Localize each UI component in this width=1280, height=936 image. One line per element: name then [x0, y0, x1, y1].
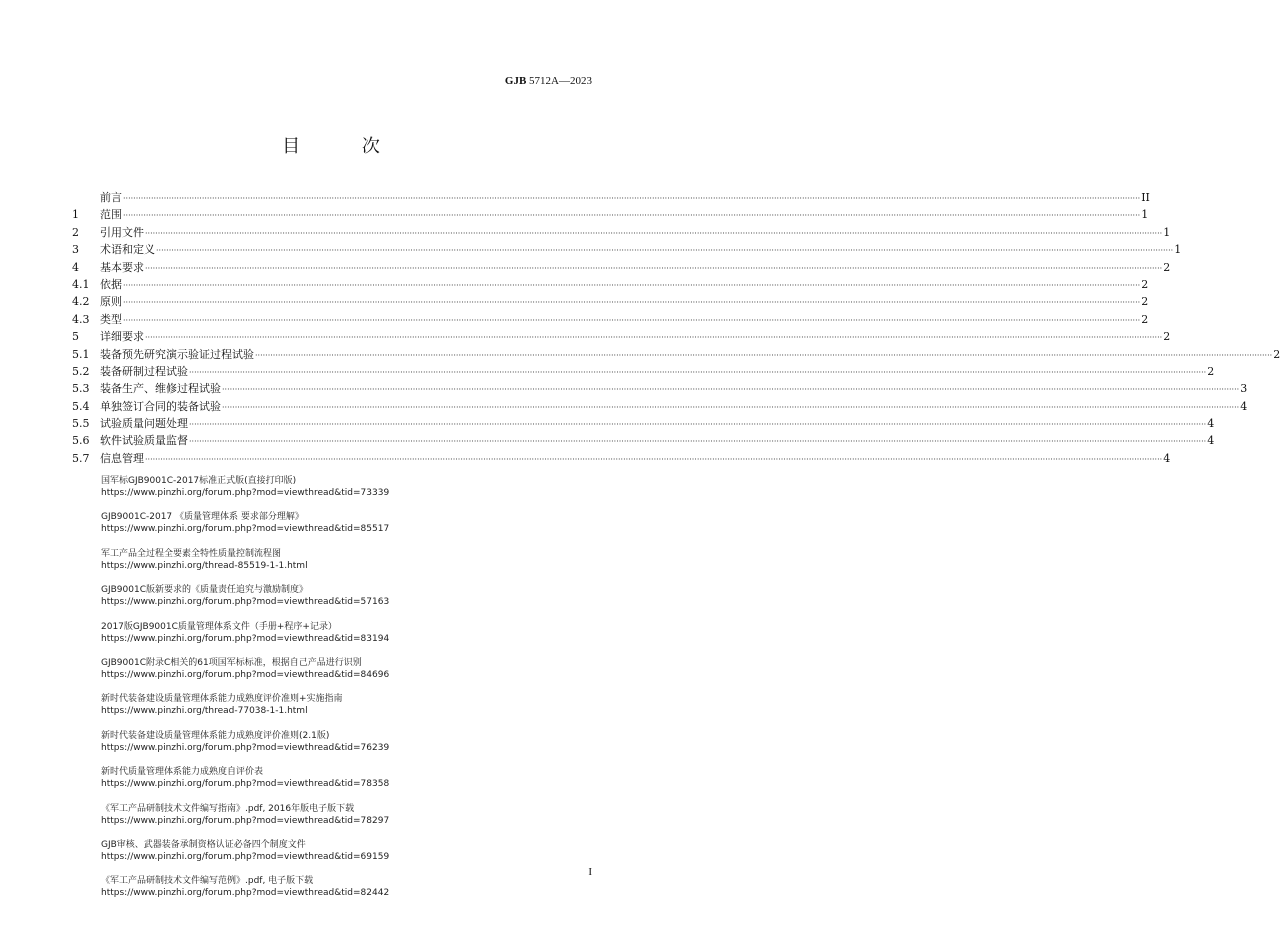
toc-number: 4.3 [72, 312, 90, 326]
toc-leader-dots: ················································································································································································································································································································································································································ [145, 333, 1163, 343]
standard-prefix: GJB [504, 75, 527, 87]
link-item [101, 766, 581, 802]
toc-number: 5.3 [72, 382, 90, 396]
link-item [101, 839, 581, 875]
toc-leader-dots: ················································································································································································································································································································································································································ [189, 367, 1207, 377]
toc-entry[interactable] [72, 224, 1171, 241]
link-title: GJB审核、武器装备承制资格认证必备四个制度文件 [101, 839, 306, 850]
link-title: 新时代装备建设质量管理体系能力成熟度评价准则+实施指南 [101, 694, 343, 705]
toc-title: 装备生产、维修过程试验 [100, 382, 221, 396]
page-title: 目 次 [282, 136, 408, 157]
toc-title: 软件试验质量监督 [100, 434, 188, 448]
link-title: GJB9001C附录C相关的61项国军标标准，根据自己产品进行识别 [101, 657, 362, 668]
link-title: GJB9001C版新要求的《质量责任追究与激励制度》 [101, 585, 308, 596]
toc-page-number: 2 [1207, 364, 1215, 378]
toc-title: 详细要求 [100, 330, 144, 344]
toc-entry[interactable] [72, 241, 1182, 258]
toc-entry[interactable] [72, 380, 1248, 397]
toc-number: 5.4 [72, 399, 90, 413]
toc-number: 5 [72, 330, 79, 344]
toc-page-number: 2 [1141, 295, 1149, 309]
toc-page-number: 4 [1240, 399, 1248, 413]
toc-entry[interactable] [72, 398, 1248, 415]
page-number: I [588, 866, 592, 878]
toc-page-number: 1 [1174, 243, 1182, 257]
toc-entry[interactable] [72, 432, 1215, 449]
link-url[interactable]: https://www.pinzhi.org/forum.php?mod=viewthread&tid=76239 [101, 742, 390, 753]
toc-number: 4.1 [72, 277, 90, 291]
link-title: GJB9001C-2017 《质量管理体系 要求部分理解》 [101, 512, 304, 523]
link-list [101, 475, 581, 912]
toc-number: 5.6 [72, 434, 90, 448]
link-item [101, 584, 581, 620]
toc-number: 5.1 [72, 347, 90, 361]
toc-leader-dots: ················································································································································································································································································································································································································ [145, 263, 1163, 273]
link-title: 新时代质量管理体系能力成熟度自评价表 [101, 767, 264, 778]
link-url[interactable]: https://www.pinzhi.org/thread-77038-1-1.html [101, 706, 308, 717]
link-title: 国军标GJB9001C-2017标准正式版(直接打印版) [101, 476, 297, 486]
toc-leader-dots: ················································································································································································································································································································································································································ [123, 315, 1141, 325]
toc-title: 装备预先研究演示验证过程试验 [100, 347, 254, 361]
toc-leader-dots: ················································································································································································································································································································································································································ [156, 246, 1174, 256]
toc-number: 2 [72, 225, 79, 239]
toc-entry[interactable] [72, 363, 1215, 380]
toc-number: 5.5 [72, 417, 90, 431]
toc-page-number: 2 [1141, 312, 1149, 326]
toc-title: 范围 [100, 208, 122, 222]
toc-title: 信息管理 [100, 451, 144, 465]
link-item [101, 875, 581, 911]
toc-leader-dots: ················································································································································································································································································································································································································ [222, 402, 1240, 412]
toc-number: 3 [72, 243, 79, 257]
toc-leader-dots: ················································································································································································································································································································································································································ [123, 194, 1141, 203]
toc-number: 4 [72, 260, 79, 274]
link-title: 《军工产品研制技术文件编写指南》.pdf, 2016年版电子版下载 [101, 803, 355, 814]
toc-title: 单独签订合同的装备试验 [100, 399, 221, 413]
link-item [101, 511, 581, 547]
toc-page-number: 3 [1240, 382, 1248, 396]
link-item [101, 657, 581, 693]
link-item [101, 730, 581, 766]
toc-page-number: 2 [1273, 347, 1280, 361]
toc-entry[interactable] [72, 276, 1149, 293]
toc-number: 4.2 [72, 295, 90, 309]
link-url[interactable]: https://www.pinzhi.org/forum.php?mod=viewthread&tid=83194 [101, 633, 390, 644]
link-item [101, 803, 581, 839]
link-url[interactable]: https://www.pinzhi.org/forum.php?mod=viewthread&tid=85517 [101, 524, 390, 535]
toc-entry[interactable] [72, 450, 1171, 467]
toc-title: 基本要求 [100, 260, 144, 274]
toc-page-number: 1 [1141, 208, 1149, 222]
toc-number: 5.7 [72, 451, 90, 465]
toc-entry[interactable] [72, 293, 1149, 310]
toc-entry[interactable] [72, 415, 1215, 432]
link-title: 军工产品全过程全要素全特性质量控制流程图 [101, 548, 282, 559]
toc-entry[interactable] [72, 311, 1149, 328]
link-url[interactable]: https://www.pinzhi.org/forum.php?mod=viewthread&tid=57163 [101, 597, 390, 608]
standard-code [505, 75, 592, 87]
toc-page-number: II [1141, 191, 1150, 204]
link-title: 新时代装备建设质量管理体系能力成熟度评价准则(2.1版) [101, 730, 330, 741]
toc-leader-dots: ················································································································································································································································································································································································································ [255, 350, 1273, 360]
toc-page-number: 2 [1163, 260, 1171, 274]
toc-leader-dots: ················································································································································································································································································································································································································ [123, 211, 1141, 221]
link-item [101, 548, 581, 584]
toc-entry[interactable] [72, 206, 1149, 223]
toc-page-number: 4 [1163, 451, 1171, 465]
toc-page-number: 2 [1163, 330, 1171, 344]
toc-leader-dots: ················································································································································································································································································································································································································ [145, 454, 1163, 464]
toc-page-number: 4 [1207, 417, 1215, 431]
toc-page-number: 4 [1207, 434, 1215, 448]
link-item [101, 693, 581, 729]
toc-title: 装备研制过程试验 [100, 364, 188, 378]
toc-title: 试验质量问题处理 [100, 417, 188, 431]
link-url[interactable]: https://www.pinzhi.org/forum.php?mod=viewthread&tid=78358 [101, 779, 390, 790]
link-title: 2017版GJB9001C质量管理体系文件（手册+程序+记录） [101, 621, 337, 632]
link-url[interactable]: https://www.pinzhi.org/forum.php?mod=viewthread&tid=78297 [101, 815, 390, 826]
toc-number: 1 [72, 208, 79, 222]
toc-title: 前言 [100, 191, 122, 204]
toc-entry[interactable] [72, 259, 1171, 276]
toc-entry[interactable] [72, 189, 1150, 206]
toc-leader-dots: ················································································································································································································································································································································································································ [123, 298, 1141, 308]
standard-number: 5712A—2023 [526, 75, 592, 87]
toc-title: 类型 [100, 312, 122, 326]
toc-leader-dots: ················································································································································································································································································································································································································ [222, 385, 1240, 395]
toc-page-number: 2 [1141, 277, 1149, 291]
link-url[interactable]: https://www.pinzhi.org/thread-85519-1-1.html [101, 560, 308, 571]
toc-entry[interactable] [72, 328, 1171, 345]
toc-leader-dots: ················································································································································································································································································································································································································ [189, 420, 1207, 430]
link-item [101, 621, 581, 657]
toc-leader-dots: ················································································································································································································································································································································································································ [123, 280, 1141, 290]
toc-title: 术语和定义 [100, 243, 155, 257]
toc-entry[interactable] [72, 346, 1280, 363]
toc-title: 引用文件 [100, 225, 144, 239]
link-title: 《军工产品研制技术文件编写范例》.pdf, 电子版下载 [101, 876, 314, 887]
toc-leader-dots: ················································································································································································································································································································································································································ [145, 228, 1163, 238]
link-url[interactable]: https://www.pinzhi.org/forum.php?mod=viewthread&tid=69159 [101, 851, 390, 862]
toc-title: 原则 [100, 295, 122, 309]
toc-page-number: 1 [1163, 225, 1171, 239]
toc-title: 依据 [100, 277, 122, 291]
link-url[interactable]: https://www.pinzhi.org/forum.php?mod=viewthread&tid=82442 [101, 888, 390, 899]
link-url[interactable]: https://www.pinzhi.org/forum.php?mod=viewthread&tid=73339 [101, 488, 390, 498]
toc-number: 5.2 [72, 364, 90, 378]
link-url[interactable]: https://www.pinzhi.org/forum.php?mod=viewthread&tid=84696 [101, 669, 390, 680]
toc-leader-dots: ················································································································································································································································································································································································································ [189, 437, 1207, 447]
table-of-contents [72, 189, 1280, 467]
link-item [101, 475, 581, 511]
